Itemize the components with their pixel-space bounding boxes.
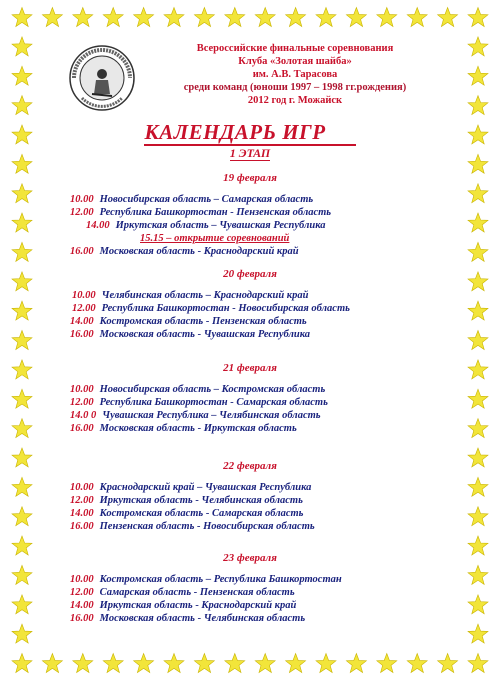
match-time: 10.00 bbox=[70, 384, 94, 395]
golden-puck-logo bbox=[68, 44, 136, 112]
match-time: 14.0 0 bbox=[70, 410, 97, 421]
star-icon bbox=[12, 301, 32, 320]
match-teams: Республика Башкортостан - Пензенская область bbox=[99, 207, 332, 218]
match-row bbox=[70, 423, 297, 435]
star-icon bbox=[103, 8, 123, 27]
match-time: 10.00 bbox=[70, 194, 94, 205]
star-icon bbox=[73, 654, 93, 673]
page-title-text: КАЛЕНДАРЬ ИГР bbox=[144, 120, 355, 146]
header-line: им. А.В. Тарасова bbox=[252, 69, 338, 80]
star-icon bbox=[194, 8, 214, 27]
match-row bbox=[70, 410, 321, 422]
star-icon bbox=[377, 654, 397, 673]
star-icon bbox=[468, 213, 488, 232]
match-row bbox=[70, 246, 299, 258]
star-icon bbox=[194, 654, 214, 673]
match-time: 10.00 bbox=[72, 290, 96, 301]
star-icon bbox=[468, 654, 488, 673]
match-teams: Московская область - Челябинская область bbox=[99, 613, 306, 624]
star-icon bbox=[468, 565, 488, 584]
star-icon bbox=[103, 654, 123, 673]
match-row bbox=[70, 397, 328, 409]
event-note-text: 15.15 – открытие соревнований bbox=[140, 233, 290, 244]
star-icon bbox=[12, 419, 32, 438]
star-icon bbox=[42, 8, 62, 27]
page-title bbox=[0, 120, 500, 145]
match-teams: Республика Башкортостан - Самарская область bbox=[99, 397, 328, 408]
star-icon bbox=[468, 37, 488, 56]
star-icon bbox=[468, 184, 488, 203]
match-teams: Новосибирская область – Самарская область bbox=[99, 194, 314, 205]
match-row bbox=[70, 587, 295, 599]
match-row bbox=[70, 329, 310, 341]
match-teams: Иркутская область - Челябинская область bbox=[99, 495, 303, 506]
header-line: 2012 год г. Можайск bbox=[247, 95, 343, 106]
match-teams: Республика Башкортостан - Новосибирская область bbox=[101, 303, 350, 314]
match-time: 16.00 bbox=[70, 521, 94, 532]
stage-label bbox=[0, 146, 500, 161]
star-icon bbox=[438, 8, 458, 27]
match-row bbox=[70, 574, 342, 586]
match-row bbox=[70, 613, 305, 625]
star-icon bbox=[164, 8, 184, 27]
match-row bbox=[70, 600, 296, 612]
match-row bbox=[72, 303, 350, 315]
match-time: 14.00 bbox=[70, 508, 94, 519]
star-icon bbox=[12, 184, 32, 203]
match-time: 16.00 bbox=[70, 329, 94, 340]
tournament-header bbox=[140, 42, 450, 107]
star-icon bbox=[468, 242, 488, 261]
match-time: 14.00 bbox=[70, 316, 94, 327]
match-teams: Самарская область - Пензенская область bbox=[99, 587, 295, 598]
match-time: 14.00 bbox=[70, 600, 94, 611]
star-icon bbox=[12, 96, 32, 115]
day-date: 23 февраля bbox=[223, 552, 277, 564]
match-time: 12.00 bbox=[72, 303, 96, 314]
match-time: 12.00 bbox=[70, 207, 94, 218]
star-icon bbox=[377, 8, 397, 27]
match-teams: Костромская область – Республика Башкортостан bbox=[99, 574, 342, 585]
day-date: 20 февраля bbox=[223, 268, 277, 280]
star-icon bbox=[12, 624, 32, 643]
star-icon bbox=[316, 8, 336, 27]
star-icon bbox=[12, 654, 32, 673]
star-icon bbox=[407, 8, 427, 27]
match-time: 16.00 bbox=[70, 246, 94, 257]
star-icon bbox=[438, 654, 458, 673]
star-icon bbox=[12, 37, 32, 56]
star-icon bbox=[468, 624, 488, 643]
star-icon bbox=[468, 331, 488, 350]
header-line: Клуба «Золотая шайба» bbox=[238, 56, 352, 67]
star-icon bbox=[134, 8, 154, 27]
match-time: 14.00 bbox=[86, 220, 110, 231]
stage-label-text: 1 ЭТАП bbox=[229, 146, 271, 160]
match-teams: Челябинская область – Краснодарский край bbox=[101, 290, 309, 301]
match-row bbox=[70, 521, 315, 533]
match-teams: Московская область - Чувашская Республика bbox=[99, 329, 311, 340]
star-icon bbox=[12, 595, 32, 614]
star-icon bbox=[134, 654, 154, 673]
day-date: 19 февраля bbox=[223, 172, 277, 184]
star-icon bbox=[468, 477, 488, 496]
match-row bbox=[70, 482, 311, 494]
match-teams: Костромская область - Пензенская область bbox=[99, 316, 307, 327]
star-icon bbox=[468, 8, 488, 27]
header-line: среди команд (юноши 1997 – 1998 гг.рождения) bbox=[183, 82, 407, 93]
star-icon bbox=[255, 654, 275, 673]
star-icon bbox=[164, 654, 184, 673]
star-icon bbox=[407, 654, 427, 673]
star-icon bbox=[468, 96, 488, 115]
star-icon bbox=[225, 8, 245, 27]
match-time: 12.00 bbox=[70, 397, 94, 408]
match-teams: Иркутская область – Чувашская Республика bbox=[115, 220, 326, 231]
star-icon bbox=[12, 331, 32, 350]
match-row bbox=[70, 194, 313, 206]
star-icon bbox=[12, 389, 32, 408]
star-icon bbox=[468, 507, 488, 526]
star-icon bbox=[468, 389, 488, 408]
match-teams: Краснодарский край – Чувашская Республика bbox=[99, 482, 312, 493]
star-icon bbox=[346, 8, 366, 27]
match-row bbox=[70, 316, 307, 328]
star-icon bbox=[12, 477, 32, 496]
day-date: 21 февраля bbox=[223, 362, 277, 374]
match-teams: Иркутская область - Краснодарский край bbox=[99, 600, 297, 611]
match-time: 16.00 bbox=[70, 613, 94, 624]
day-date: 22 февраля bbox=[223, 460, 277, 472]
event-note bbox=[140, 233, 289, 245]
star-icon bbox=[12, 66, 32, 85]
match-teams: Костромская область - Самарская область bbox=[99, 508, 304, 519]
star-icon bbox=[468, 301, 488, 320]
star-icon bbox=[12, 8, 32, 27]
match-row bbox=[72, 290, 308, 302]
star-icon bbox=[73, 8, 93, 27]
star-icon bbox=[12, 507, 32, 526]
match-time: 16.00 bbox=[70, 423, 94, 434]
match-teams: Московская область - Иркутская область bbox=[99, 423, 297, 434]
star-icon bbox=[468, 419, 488, 438]
match-time: 12.00 bbox=[70, 495, 94, 506]
star-icon bbox=[42, 654, 62, 673]
match-row bbox=[70, 495, 303, 507]
match-row bbox=[86, 220, 326, 232]
star-icon bbox=[286, 8, 306, 27]
star-icon bbox=[255, 8, 275, 27]
star-icon bbox=[316, 654, 336, 673]
match-teams: Новосибирская область – Костромская область bbox=[99, 384, 326, 395]
match-teams: Московская область - Краснодарский край bbox=[99, 246, 299, 257]
match-time: 12.00 bbox=[70, 587, 94, 598]
match-teams: Пензенская область - Новосибирская область bbox=[99, 521, 315, 532]
match-time: 10.00 bbox=[70, 574, 94, 585]
star-icon bbox=[286, 654, 306, 673]
star-icon bbox=[12, 213, 32, 232]
match-teams: Чувашская Республика – Челябинская область bbox=[102, 410, 321, 421]
star-icon bbox=[468, 66, 488, 85]
header-line: Всероссийские финальные соревнования bbox=[196, 43, 394, 54]
star-icon bbox=[468, 595, 488, 614]
match-row bbox=[70, 207, 331, 219]
star-icon bbox=[12, 242, 32, 261]
match-row bbox=[70, 508, 303, 520]
star-icon bbox=[12, 565, 32, 584]
match-time: 10.00 bbox=[70, 482, 94, 493]
match-row bbox=[70, 384, 325, 396]
star-icon bbox=[225, 654, 245, 673]
star-icon bbox=[346, 654, 366, 673]
